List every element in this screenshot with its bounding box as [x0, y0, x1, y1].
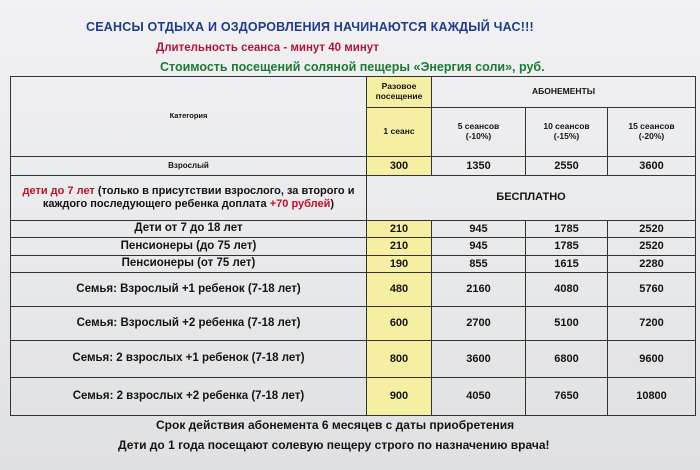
table-row [11, 307, 696, 341]
row-label: Семья: Взрослый +2 ребенка (7-18 лет) [11, 307, 367, 341]
table-row [11, 157, 696, 175]
infant-restriction-note: Дети до 1 года посещают солевую пещеру строго по назначению врача! [118, 438, 550, 452]
category-header: Категория [11, 77, 367, 157]
price-10: 1615 [526, 255, 608, 272]
table-row [11, 377, 696, 415]
price-10: 5100 [526, 307, 608, 341]
table-row [11, 273, 696, 307]
price-5: 2700 [432, 307, 526, 341]
sub5-header: 5 сеансов (-10%) [432, 107, 526, 156]
price-5: 2160 [432, 273, 526, 307]
sub10-header: 10 сеансов (-15%) [526, 107, 608, 156]
price-5: 3600 [432, 340, 526, 377]
price-15: 10800 [608, 377, 696, 415]
sessions-heading: СЕАНСЫ ОТДЫХА И ОЗДОРОВЛЕНИЯ НАЧИНАЮТСЯ КАЖДЫЙ ЧАС!!! [86, 20, 534, 34]
single-price: 190 [367, 255, 432, 272]
row-label: Семья: Взрослый +1 ребенок (7-18 лет) [11, 273, 367, 307]
table-row [11, 340, 696, 377]
price-15: 2520 [608, 220, 696, 237]
price-10: 6800 [526, 340, 608, 377]
price-15: 7200 [608, 307, 696, 341]
table-row-kids-free [11, 175, 696, 220]
row-label: Семья: 2 взрослых +1 ребенок (7-18 лет) [11, 340, 367, 377]
single-price: 900 [367, 377, 432, 415]
single-price: 480 [367, 273, 432, 307]
price-5: 4050 [432, 377, 526, 415]
session-duration: Длительность сеанса - минут 40 минут [156, 42, 379, 54]
price-5: 855 [432, 255, 526, 272]
table-row [11, 220, 696, 237]
row-label: Семья: 2 взрослых +2 ребенка (7-18 лет) [11, 377, 367, 415]
single-session-header: 1 сеанс [367, 107, 432, 156]
price-5: 945 [432, 220, 526, 237]
table-header-row [11, 77, 696, 108]
price-10: 4080 [526, 273, 608, 307]
price-10: 1785 [526, 238, 608, 255]
single-price: 800 [367, 340, 432, 377]
price-10: 2550 [526, 157, 608, 175]
single-price: 210 [367, 220, 432, 237]
price-10: 1785 [526, 220, 608, 237]
table-row [11, 255, 696, 272]
price-15: 3600 [608, 157, 696, 175]
row-label: Взрослый [11, 157, 367, 175]
sub15-header: 15 сеансов (-20%) [608, 107, 696, 156]
single-price: 210 [367, 238, 432, 255]
price-title: Стоимость посещений соляной пещеры «Энергия соли», руб. [160, 60, 545, 74]
price-15: 9600 [608, 340, 696, 377]
row-label: Пенсионеры (до 75 лет) [11, 238, 367, 255]
row-label: Пенсионеры (от 75 лет) [11, 255, 367, 272]
price-15: 5760 [608, 273, 696, 307]
free-badge: БЕСПЛАТНО [367, 175, 696, 220]
price-15: 2280 [608, 255, 696, 272]
price-5: 1350 [432, 157, 526, 175]
kids-free-label: дети до 7 лет (только в присутствии взрослого, за второго и каждого последующего ребенка доплата +70 рублей) [11, 175, 367, 220]
single-visit-header: Разовое посещение [367, 77, 432, 108]
table-row [11, 238, 696, 255]
price-5: 945 [432, 238, 526, 255]
price-table [10, 76, 696, 416]
price-15: 2520 [608, 238, 696, 255]
single-price: 600 [367, 307, 432, 341]
price-10: 7650 [526, 377, 608, 415]
subscription-validity-note: Срок действия абонемента 6 месяцев с даты приобретения [156, 418, 515, 432]
subscriptions-header: АБОНЕМЕНТЫ [432, 77, 696, 108]
row-label: Дети от 7 до 18 лет [11, 220, 367, 237]
single-price: 300 [367, 157, 432, 175]
